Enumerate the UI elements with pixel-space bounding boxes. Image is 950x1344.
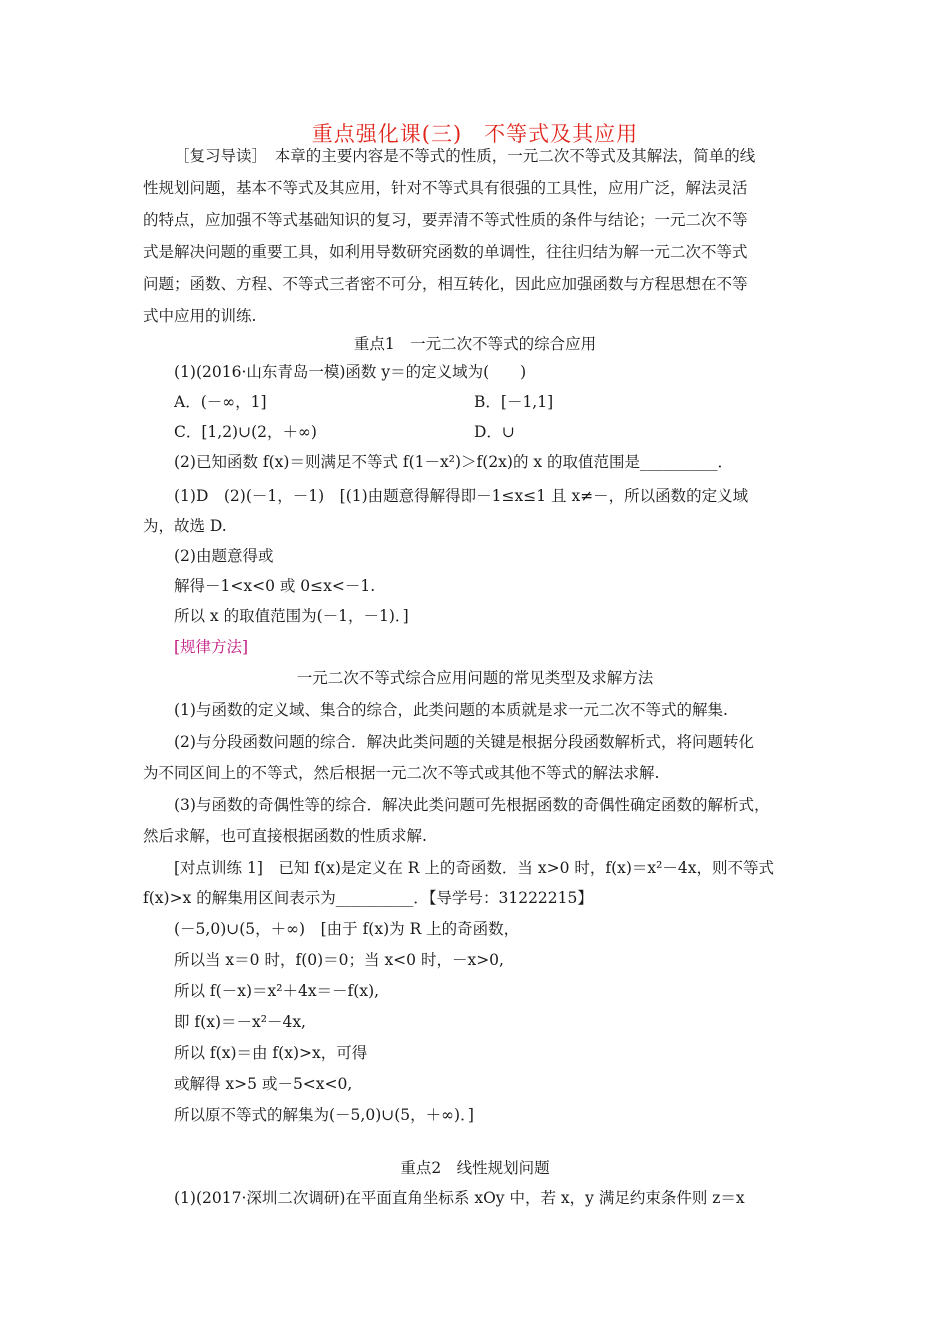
method-line: 为不同区间上的不等式，然后根据一元二次不等式或其他不等式的解法求解.	[143, 764, 660, 782]
intro-line: 式是解决问题的重要工具，如利用导数研究函数的单调性，往往归结为解一元二次不等式	[143, 243, 748, 261]
training-answer: 即 f(x)＝－x²－4x,	[174, 1013, 306, 1031]
method-line: (3)与函数的奇偶性等的综合．解决此类问题可先根据函数的奇偶性确定函数的解析式，	[174, 796, 770, 814]
intro-line: 的特点，应加强不等式基础知识的复习，要弄清不等式性质的条件与结论；一元二次不等	[143, 211, 748, 229]
answer-line: (1)D (2)(－1，－1) [(1)由题意得解得即－1≤x≤1 且 x≠－，所以函数的定义域	[174, 487, 749, 505]
training-answer: 所以 f(－x)＝x²＋4x＝－f(x),	[174, 982, 380, 1000]
option-d: D．∪	[474, 423, 515, 441]
method-heading: 一元二次不等式综合应用问题的常见类型及求解方法	[296, 669, 654, 687]
section2-question: (1)(2017·深圳二次调研)在平面直角坐标系 xOy 中，若 x，y 满足约束条件则 z＝x	[174, 1189, 745, 1207]
training-answer: 所以原不等式的解集为(－5,0)∪(5，＋∞)．]	[174, 1106, 474, 1124]
section1-heading: 重点1 一元二次不等式的综合应用	[353, 335, 597, 353]
method-line: (2)与分段函数问题的综合．解决此类问题的关键是根据分段函数解析式，将问题转化	[174, 733, 754, 751]
training-answer: 所以 f(x)＝由 f(x)>x，可得	[174, 1044, 368, 1062]
option-c: C．[1,2)∪(2，＋∞)	[174, 423, 317, 441]
training-answer: 或解得 x>5 或－5<x<0,	[174, 1075, 353, 1093]
answer-line: (2)由题意得或	[174, 547, 274, 565]
intro-line: 式中应用的训练.	[143, 307, 257, 325]
option-a: A．(－∞，1]	[174, 393, 267, 411]
intro-line: 问题；函数、方程、不等式三者密不可分，相互转化，因此应加强函数与方程思想在不等	[143, 275, 748, 293]
training-answer: (－5,0)∪(5，＋∞) [由于 f(x)为 R 上的奇函数，	[174, 920, 520, 938]
training-answer: 所以当 x＝0 时，f(0)＝0；当 x<0 时，－x>0,	[174, 951, 504, 969]
intro-line: ［复习导读］ 本章的主要内容是不等式的性质，一元二次不等式及其解法，简单的线	[174, 147, 756, 165]
section2-heading: 重点2 线性规划问题	[400, 1159, 550, 1177]
question-1: (1)(2016·山东青岛一模)函数 y＝的定义域为( )	[174, 363, 527, 381]
method-line: (1)与函数的定义域、集合的综合，此类问题的本质就是求一元二次不等式的解集.	[174, 701, 728, 719]
training-question: f(x)>x 的解集用区间表示为__________．【导学号：31222215】	[143, 889, 593, 907]
question-2: (2)已知函数 f(x)＝则满足不等式 f(1－x²)＞f(2x)的 x 的取值范围是__________．	[174, 453, 734, 471]
method-line: 然后求解，也可直接根据函数的性质求解.	[143, 827, 427, 845]
answer-line: 解得－1<x<0 或 0≤x<－1.	[174, 577, 376, 595]
answer-line: 所以 x 的取值范围为(－1，－1)．]	[174, 607, 409, 625]
answer-line: 为，故选 D.	[143, 517, 227, 535]
intro-line: 性规划问题，基本不等式及其应用，针对不等式具有很强的工具性，应用广泛，解法灵活	[143, 179, 748, 197]
training-question: [对点训练 1] 已知 f(x)是定义在 R 上的奇函数．当 x>0 时，f(x)＝x²－4x，则不等式	[174, 859, 774, 877]
method-label: [规律方法]	[174, 638, 249, 656]
page-title: 重点强化课(三) 不等式及其应用	[311, 122, 639, 146]
option-b: B．[－1,1]	[474, 393, 554, 411]
